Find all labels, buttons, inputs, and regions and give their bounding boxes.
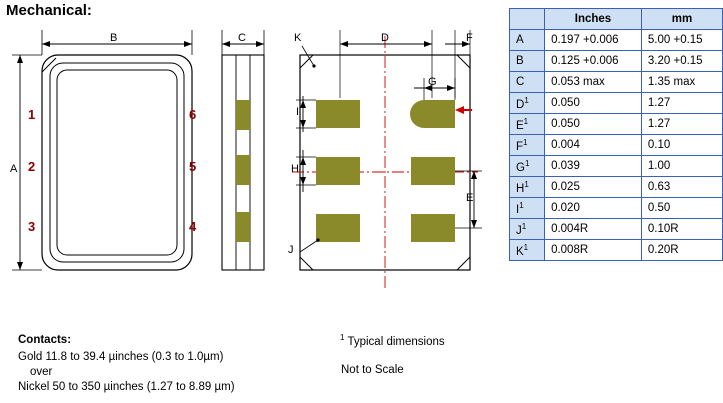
- table-row: [510, 156, 723, 177]
- pin-number-6: 6: [189, 107, 197, 122]
- table-cell-inches: 0.053 max: [545, 72, 642, 93]
- pin-number-3: 3: [28, 219, 36, 234]
- dim-label-H: H: [291, 163, 299, 175]
- table-cell-inches: 0.004: [545, 135, 642, 156]
- table-row: [510, 219, 723, 240]
- dim-label-E: E: [466, 192, 474, 204]
- contacts-line-2: over: [30, 366, 53, 378]
- table-cell-symbol-superscript: 1: [523, 116, 529, 126]
- table-header-inches: Inches: [545, 9, 642, 30]
- table-cell-inches: 0.197 +0.006: [545, 30, 642, 51]
- table-row: [510, 30, 723, 51]
- contacts-heading: Contacts:: [18, 334, 72, 346]
- dim-label-D: D: [381, 32, 389, 44]
- dimensions-table: [509, 8, 723, 261]
- table-cell-inches: 0.125 +0.006: [545, 51, 642, 72]
- table-cell-inches: 0.039: [545, 156, 642, 177]
- table-cell-mm: 1.35 max: [641, 72, 722, 93]
- table-row: [510, 198, 723, 219]
- table-cell-symbol: $F^1$: [510, 135, 545, 156]
- dim-label-J: J: [288, 244, 294, 256]
- dim-label-A: A: [10, 163, 18, 175]
- table-cell-inches: 0.025: [545, 177, 642, 198]
- table-cell-mm: 0.20R: [641, 240, 722, 261]
- table-cell-symbol: C: [510, 72, 545, 93]
- table-cell-symbol-superscript: 1: [521, 221, 527, 231]
- typical-dimensions-superscript: 1: [340, 333, 345, 342]
- table-row: [510, 93, 723, 114]
- table-row: [510, 51, 723, 72]
- dim-label-G: G: [428, 76, 437, 88]
- table-cell-symbol-superscript: 1: [524, 158, 530, 168]
- table-header-mm: mm: [641, 9, 722, 30]
- table-cell-mm: 5.00 +0.15: [641, 30, 722, 51]
- table-cell-inches: 0.050: [545, 93, 642, 114]
- table-cell-symbol: $H^1$: [510, 177, 545, 198]
- dim-label-F: F: [466, 32, 473, 44]
- dim-label-B: B: [110, 32, 118, 44]
- table-row: [510, 72, 723, 93]
- dim-label-C: C: [238, 32, 246, 44]
- table-cell-inches: 0.004R: [545, 219, 642, 240]
- table-cell-symbol: $I^1$: [510, 198, 545, 219]
- pin-number-4: 4: [189, 219, 197, 234]
- typical-dimensions-note: [340, 333, 445, 348]
- table-cell-symbol: $J^1$: [510, 219, 545, 240]
- table-cell-symbol-superscript: 1: [523, 242, 529, 252]
- table-row: [510, 177, 723, 198]
- table-cell-mm: 1.27: [641, 93, 722, 114]
- table-cell-symbol-superscript: 1: [524, 179, 529, 189]
- table-cell-symbol: $K^1$: [510, 240, 545, 261]
- table-row: [510, 240, 723, 261]
- table-cell-symbol: B: [510, 51, 545, 72]
- table-cell-mm: 1.00: [641, 156, 722, 177]
- table-cell-mm: 3.20 +0.15: [641, 51, 722, 72]
- table-cell-symbol: $E^1$: [510, 114, 545, 135]
- table-cell-symbol-superscript: 1: [524, 95, 529, 105]
- table-cell-mm: 0.10: [641, 135, 722, 156]
- table-cell-inches: 0.008R: [545, 240, 642, 261]
- table-cell-symbol: A: [510, 30, 545, 51]
- table-header-row: [510, 9, 723, 30]
- dim-label-K: K: [294, 32, 302, 44]
- table-row: [510, 135, 723, 156]
- not-to-scale-note: Not to Scale: [341, 364, 404, 376]
- pin-number-5: 5: [189, 159, 197, 174]
- table-row: [510, 114, 723, 135]
- table-cell-mm: 1.27: [641, 114, 722, 135]
- pin-number-1: 1: [28, 107, 36, 122]
- table-cell-inches: 0.050: [545, 114, 642, 135]
- table-cell-mm: 0.50: [641, 198, 722, 219]
- pin-number-2: 2: [28, 159, 36, 174]
- table-cell-symbol: $D^1$: [510, 93, 545, 114]
- typical-dimensions-text: Typical dimensions: [347, 335, 445, 348]
- table-cell-symbol-superscript: 1: [519, 200, 524, 210]
- table-cell-mm: 0.10R: [641, 219, 722, 240]
- contacts-line-1: Gold 11.8 to 39.4 µinches (0.3 to 1.0µm): [18, 351, 224, 363]
- table-cell-inches: 0.020: [545, 198, 642, 219]
- table-header-symbol: [510, 9, 545, 30]
- contacts-line-3: Nickel 50 to 350 µinches (1.27 to 8.89 µm): [18, 381, 235, 393]
- table-cell-mm: 0.63: [641, 177, 722, 198]
- page-title: Mechanical:: [6, 2, 92, 19]
- dim-label-I: I: [296, 106, 300, 118]
- table-cell-symbol: $G^1$: [510, 156, 545, 177]
- table-cell-symbol-superscript: 1: [523, 137, 528, 147]
